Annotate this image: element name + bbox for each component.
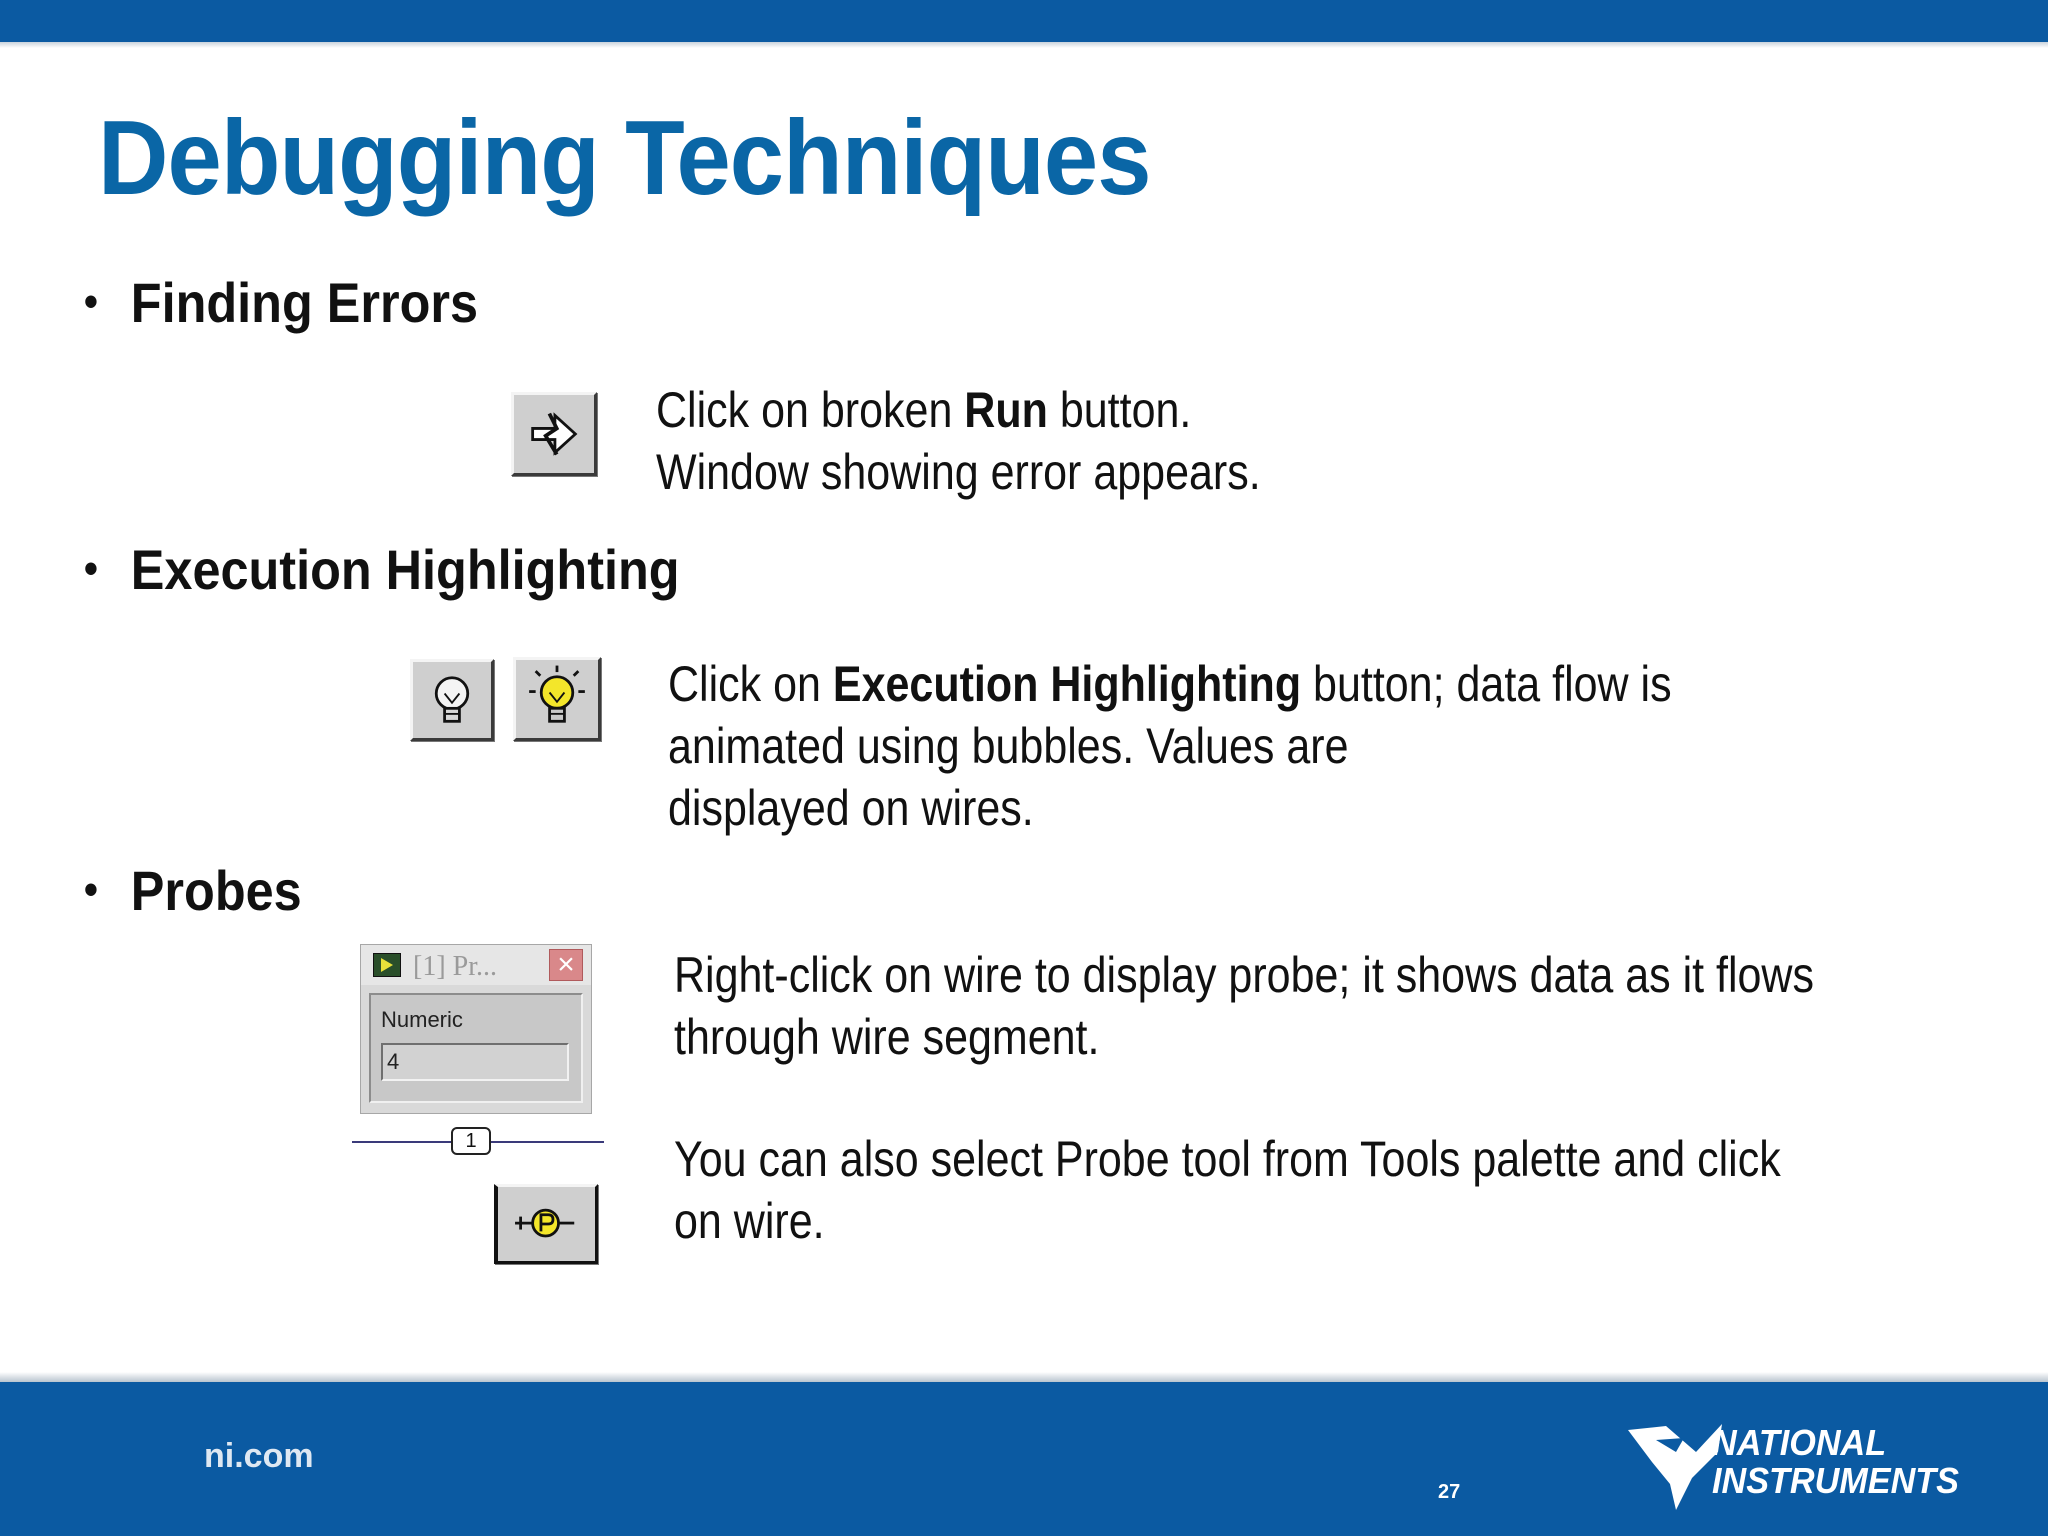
probe-tag[interactable]: 1 [451,1127,491,1155]
brand-line-1: NATIONAL [1712,1422,1887,1463]
bullet-probes [84,858,302,923]
bullet-heading: Execution Highlighting [130,538,680,601]
execution-highlighting-off-button[interactable] [410,659,494,741]
probes-desc2-line-2: on wire. [674,1193,825,1249]
execution-highlighting-line-2: animated using bubbles. Values are [668,718,1349,774]
bullet-dot: • [84,277,98,326]
probes-description-1 [674,944,1814,1068]
finding-errors-line-2: Window showing error appears. [656,444,1261,500]
close-icon[interactable]: × [549,949,583,981]
probe-window-title: [1] Pr... [413,951,497,982]
bullet-execution-highlighting [84,537,680,602]
probe-window-titlebar[interactable] [361,945,591,985]
bullet-dot: • [84,544,98,593]
slide-title: Debugging Techniques [98,99,1151,217]
finding-errors-line-1: Click on broken Run button. [656,382,1192,438]
probe-tool-icon [498,1187,595,1261]
bullet-heading: Probes [130,859,302,922]
execution-highlighting-line-3: displayed on wires. [668,780,1034,836]
broken-run-arrow-icon [514,395,594,473]
site-link[interactable]: ni.com [204,1437,314,1475]
probes-desc1-line-2: through wire segment. [674,1009,1100,1065]
top-band [0,0,2048,42]
numeric-label: Numeric [381,1007,463,1032]
page-number: 27 [1438,1481,1461,1503]
vi-icon [373,953,401,977]
broken-run-button[interactable] [511,392,597,476]
top-band-shadow [0,42,2048,48]
execution-highlighting-description [668,653,1672,839]
footer-shadow [0,1372,2048,1382]
execution-highlighting-line-1: Click on Execution Highlighting button; data flow is [668,656,1672,712]
bullet-finding-errors [84,270,478,335]
bullet-dot: • [84,865,98,914]
finding-errors-description [656,379,1261,503]
probes-desc2-line-1: You can also select Probe tool from Tools palette and click [674,1131,1781,1187]
probe-window[interactable] [360,944,592,1114]
bullet-heading: Finding Errors [130,271,479,334]
probes-description-2 [674,1128,1781,1252]
probe-tool-button[interactable] [494,1184,598,1264]
ni-eagle-logo-icon [1626,1422,1726,1512]
brand-line-2: INSTRUMENTS [1712,1460,1959,1501]
numeric-indicator: 4 [381,1043,569,1081]
probe-panel [369,993,583,1103]
lightbulb-off-icon [413,662,491,738]
probes-desc1-line-1: Right-click on wire to display probe; it shows data as it flows [674,947,1814,1003]
lightbulb-on-icon [516,660,598,738]
execution-highlighting-on-button[interactable] [513,657,601,741]
